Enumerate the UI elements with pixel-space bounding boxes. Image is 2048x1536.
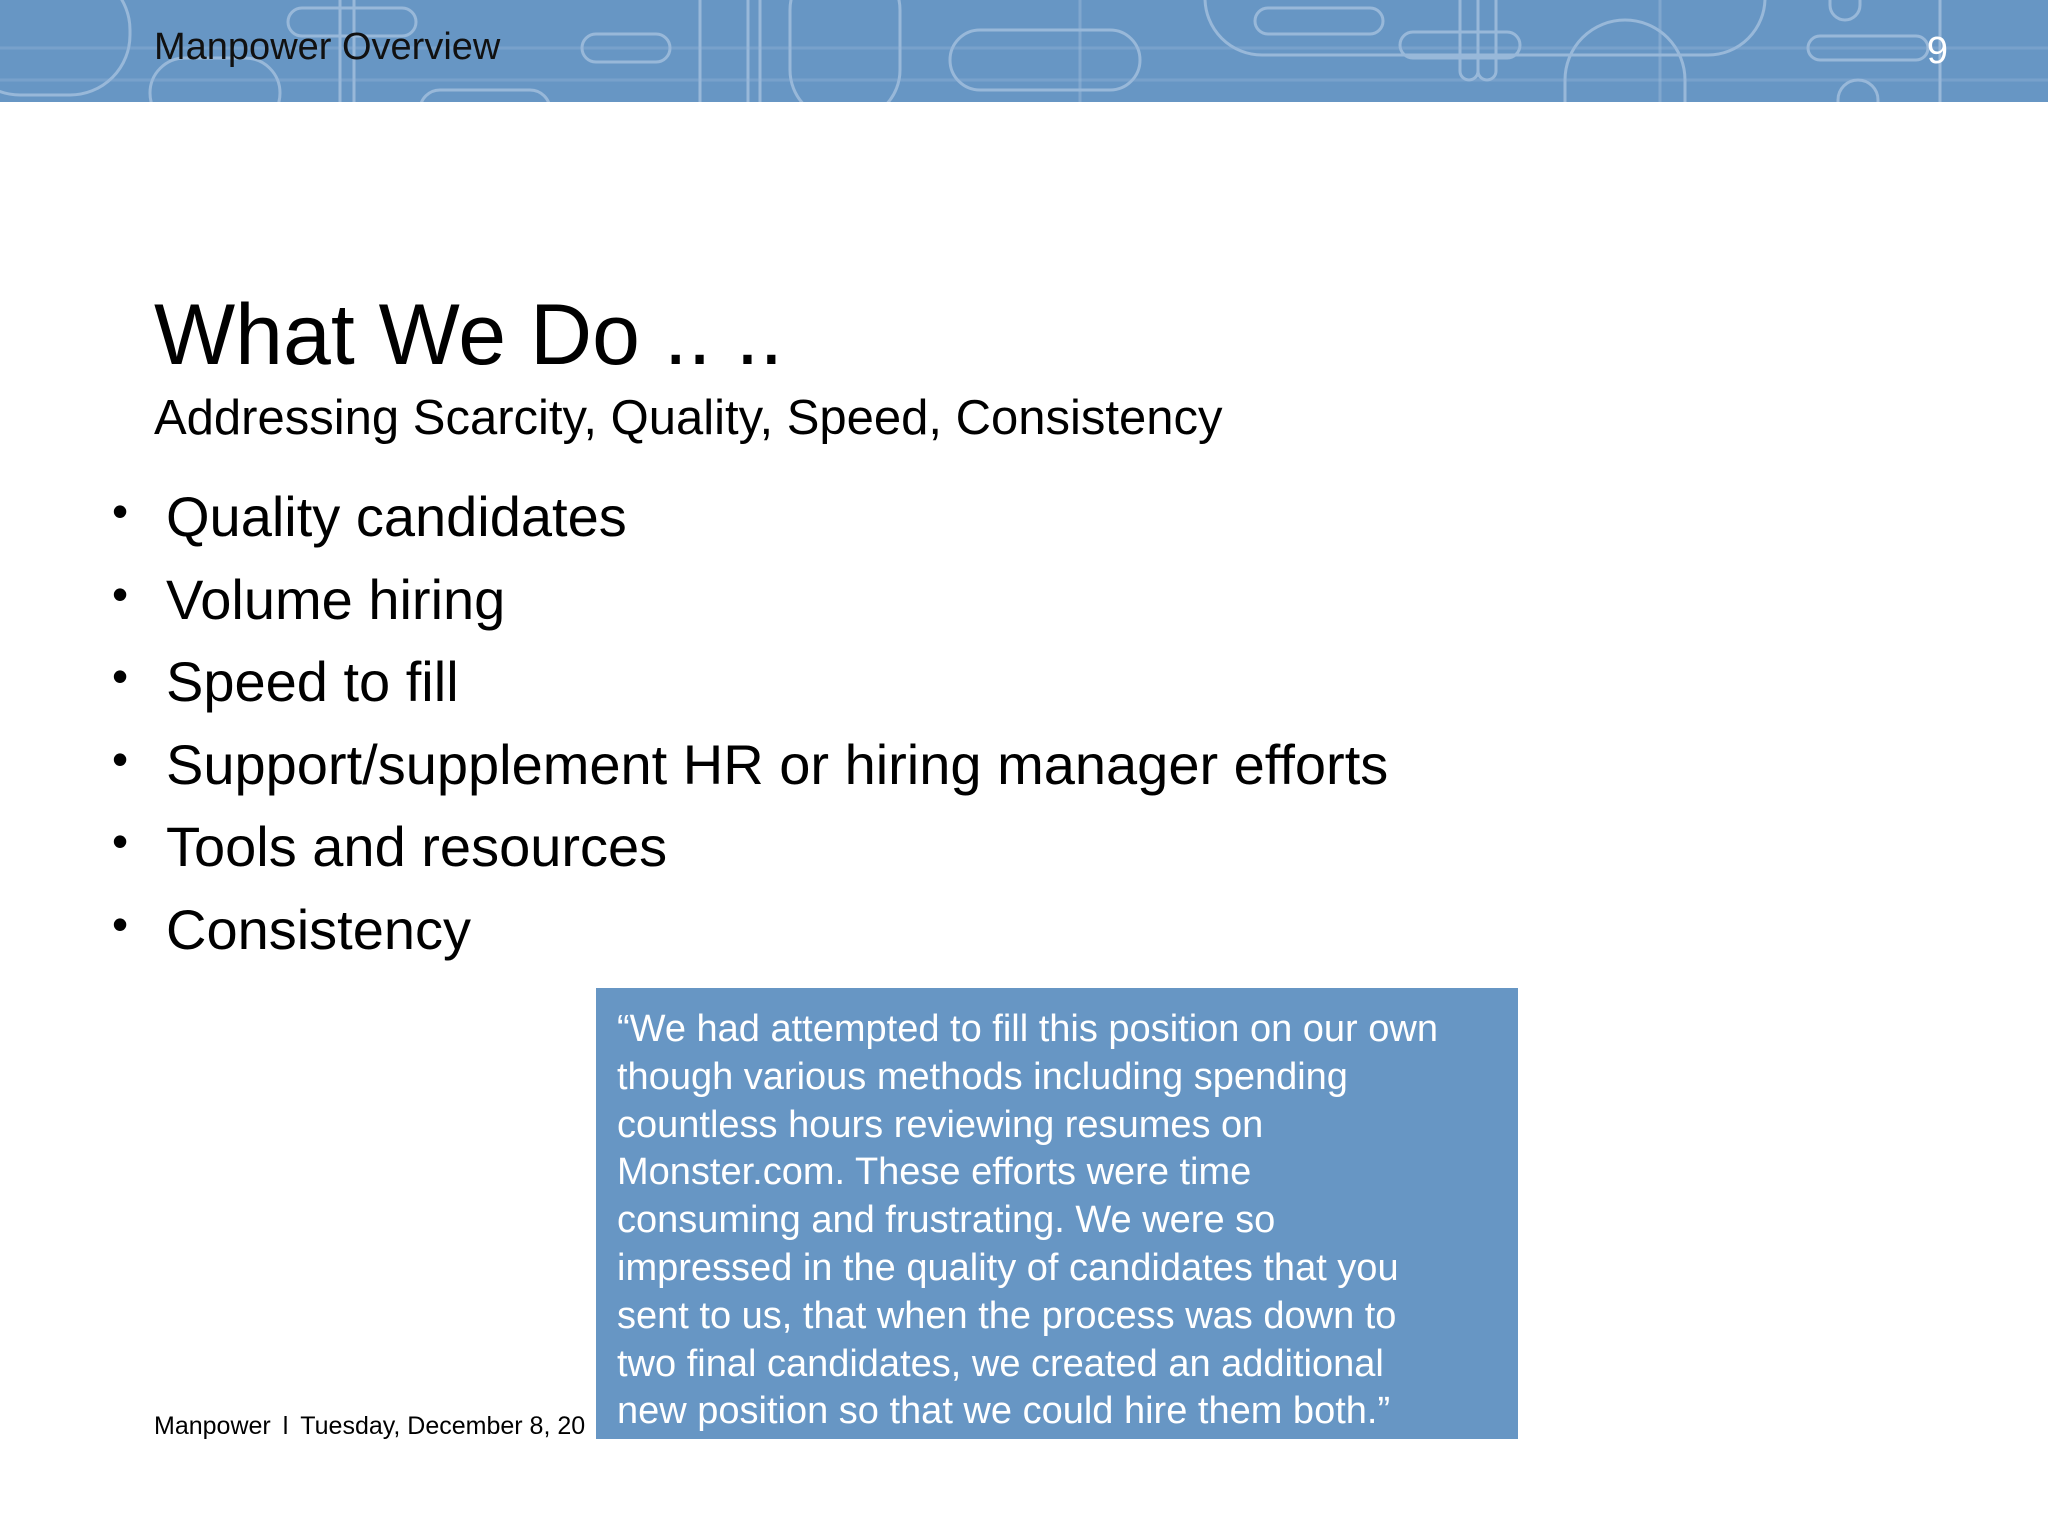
footer-company: Manpower xyxy=(154,1412,271,1440)
testimonial-quote-text: “We had attempted to fill this position on our own though various methods including spending countless hours reviewing resumes on Monster.com. These efforts were time consuming and frustrating. We were so impressed in the quality of candidates that you sent to us, that when the process was down to two final candidates, we created an additional new position so that we could hire them both.” xyxy=(617,1008,1438,1433)
bullet-text: Speed to fill xyxy=(166,650,459,713)
bullet-text: Tools and resources xyxy=(166,815,668,878)
footer-date: Tuesday, December 8, 20 xyxy=(300,1412,586,1440)
bullet-text: Consistency xyxy=(166,897,472,961)
footer-separator: l xyxy=(282,1412,289,1440)
bullet-dot: • xyxy=(112,485,129,537)
testimonial-quote-box xyxy=(596,988,1518,1439)
bullet-text: Volume hiring xyxy=(166,567,506,631)
bullet-dot: • xyxy=(112,650,129,702)
slide-title: What We Do .. .. xyxy=(154,287,784,383)
slide-subtitle: Addressing Scarcity, Quality, Speed, Consistency xyxy=(154,391,1223,445)
bullet-dot: • xyxy=(112,732,129,785)
bullet-dot: • xyxy=(112,897,129,950)
header-banner xyxy=(0,0,2048,102)
section-title: Manpower Overview xyxy=(154,26,501,68)
bullet-text: Quality candidates xyxy=(166,485,627,548)
footer xyxy=(154,1412,585,1441)
page-number: 9 xyxy=(1926,30,1948,72)
bullet-dot: • xyxy=(112,567,129,620)
bullet-dot: • xyxy=(112,815,129,867)
bullet-text: Support/supplement HR or hiring manager efforts xyxy=(166,732,1389,796)
